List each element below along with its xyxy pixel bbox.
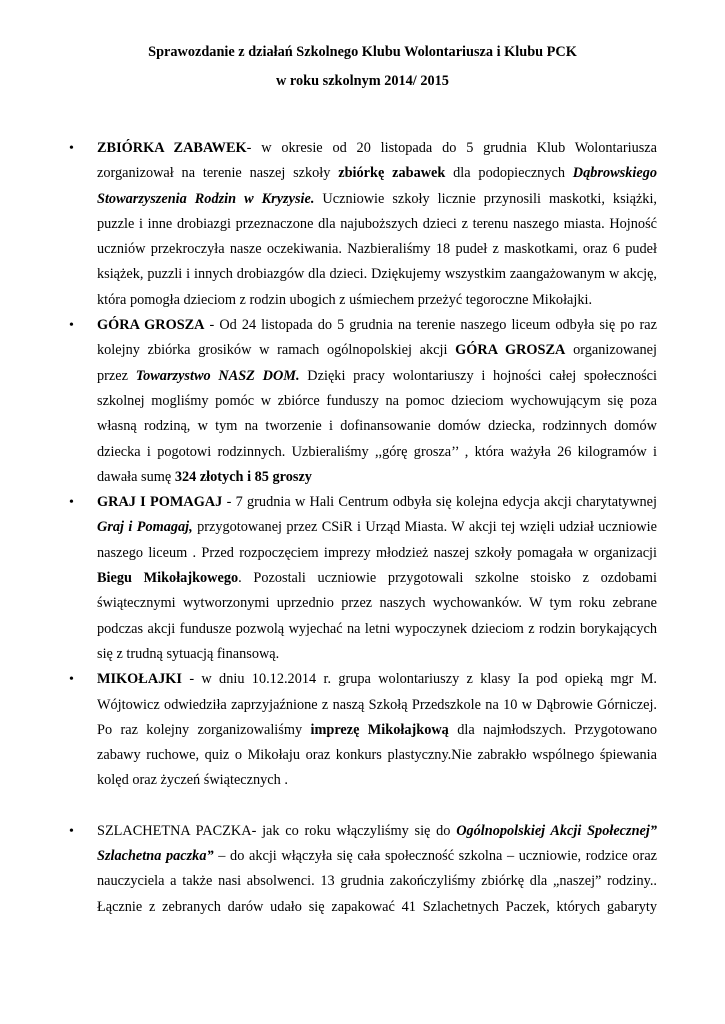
text-line: Graj i Pomagaj, przygotowanej przez CSiR i Urząd Miasta. W akcji tej wzięli udział uczniowie — [97, 519, 657, 536]
bullet-icon: • — [69, 823, 74, 839]
text-line: naszego liceum . Przed rozpoczęciem imprezy młodzież naszej szkoły pomagała w organizacji — [97, 544, 657, 561]
text-line: Stowarzyszenia Rodzin w Kryzysie. Uczniowie szkoły licznie przynosili maskotki, książki, — [97, 190, 658, 207]
text-line: która pomogła dzieciom z rodzin ubogich z uśmiechem przeżyć tegoroczne Mikołajki. — [97, 291, 593, 308]
text-line: GÓRA GROSZA - Od 24 listopada do 5 grudnia na terenie naszego liceum odbyła się po raz — [97, 317, 657, 334]
bullet-icon: • — [69, 318, 74, 334]
item-heading: GÓRA GROSZA — [97, 317, 205, 334]
document-title: Sprawozdanie z działań Szkolnego Klubu Wolontariusza i Klubu PCK — [148, 44, 577, 60]
text-line: zabawy ruchowe, quiz o Mikołaju oraz konkurs plastyczny.Nie zabrakło wspólnego śpiewania — [97, 747, 657, 764]
list-item-graj-i-pomagaj — [69, 490, 658, 667]
text-line: SZLACHETNA PACZKA- jak co roku włączyliśmy się do Ogólnopolskiej Akcji Społecznej” — [97, 822, 657, 839]
text-line: puzzle i inne drobiazgi przeznaczone dla najuboższych dzieci z terenu naszego miasta. Hojność — [97, 215, 657, 232]
bullet-icon: • — [69, 672, 74, 688]
activity-list — [69, 136, 658, 920]
text-line: GRAJ I POMAGAJ - 7 grudnia w Hali Centrum odbyła się kolejna edycja akcji charytatywnej — [97, 494, 658, 511]
text-line: kolejny zbiórka grosików w ramach ogólnopolskiej akcji GÓRA GROSZA organizowanej — [97, 342, 657, 359]
text-line: świątecznymi wytworzonymi uprzednio przez naszych wychowanków. W tym roku zebrane — [97, 595, 657, 612]
text-line: ZBIÓRKA ZABAWEK- w okresie od 20 listopada do 5 grudnia Klub Wolontariusza — [97, 140, 657, 156]
text-line: podczas akcji fundusze pozwolą wyjechać na letni wypoczynek dzieciom z rodzin borykających — [97, 620, 657, 637]
text-line: dziecka i pogotowi rodzinnych. Uzbieraliśmy ,,górę grosza’’ , która ważyła 26 kilogramów i — [97, 443, 657, 460]
text-line: dawała sumę 324 złotych i 85 groszy — [97, 468, 312, 485]
text-line: uczniów przekroczyła nasze oczekiwania. Nazbieraliśmy 18 pudeł z maskotkami, oraz 6 pudeł — [97, 241, 657, 258]
text-line: Łącznie z zebranych darów udało się zapakować 41 Szlachetnych Paczek, których gabaryty — [97, 898, 657, 915]
text-line: szkolnej mogliśmy pomóc w zbiórce funduszy na pomoc dzieciom wychowującym się poza — [97, 392, 657, 409]
text-line: Szlachetna paczka” – do akcji włączyła się cała społeczność szkolna – uczniowie, rodzice oraz — [97, 848, 658, 865]
list-item-zbiorka-zabawek — [69, 136, 658, 313]
text-line: Biegu Mikołajkowego. Pozostali uczniowie przygotowali szkolne stoisko z ozdobami — [97, 570, 657, 587]
bullet-icon: • — [69, 141, 74, 156]
text-line: zorganizował na terenie naszej szkoły zbiórkę zabawek dla podopiecznych Dąbrowskiego — [97, 165, 657, 182]
text-line: kolęd oraz życzeń świątecznych . — [97, 772, 288, 789]
item-heading: GRAJ I POMAGAJ — [97, 494, 223, 511]
item-heading: SZLACHETNA PACZKA — [97, 822, 252, 839]
list-item-mikolajki — [69, 667, 657, 793]
text-line: Wójtowicz odwiedziła zaprzyjaźnione z naszą Szkołą Przedszkole na 10 w Dąbrowie Górniczej. — [97, 696, 657, 713]
text-line: przez Towarzystwo NASZ DOM. Dzięki pracy wolontariuszy i hojności całej społeczności — [97, 367, 657, 384]
text-line: się z trudną sytuacją finansową. — [97, 645, 280, 662]
text-line: książek, puzzli i innych drobiazgów dla dzieci. Dziękujemy wszystkim zaangażowanym w akcję, — [97, 266, 657, 283]
list-item-gora-grosza — [69, 313, 657, 490]
item-heading: MIKOŁAJKI — [97, 671, 182, 688]
list-item-szlachetna-paczka — [69, 819, 658, 920]
bullet-icon: • — [69, 495, 74, 511]
text-line: własną rodziną, w tym na tworzenie i dofinansowanie domów dziecka, rodzinnych domów — [97, 418, 657, 435]
item-heading: ZBIÓRKA ZABAWEK — [97, 140, 247, 156]
text-line: Po raz kolejny zorganizowaliśmy imprezę Mikołajkową dla najmłodszych. Przygotowano — [97, 721, 657, 738]
document-subtitle: w roku szkolnym 2014/ 2015 — [276, 73, 449, 89]
text-line: nauczyciela a także nasi absolwenci. 13 grudnia zakończyliśmy zbiórkę dla „naszej” rodziny.. — [97, 873, 657, 890]
text-line: MIKOŁAJKI - w dniu 10.12.2014 r. grupa wolontariuszy z klasy Ia pod opieką mgr M. — [97, 671, 657, 688]
